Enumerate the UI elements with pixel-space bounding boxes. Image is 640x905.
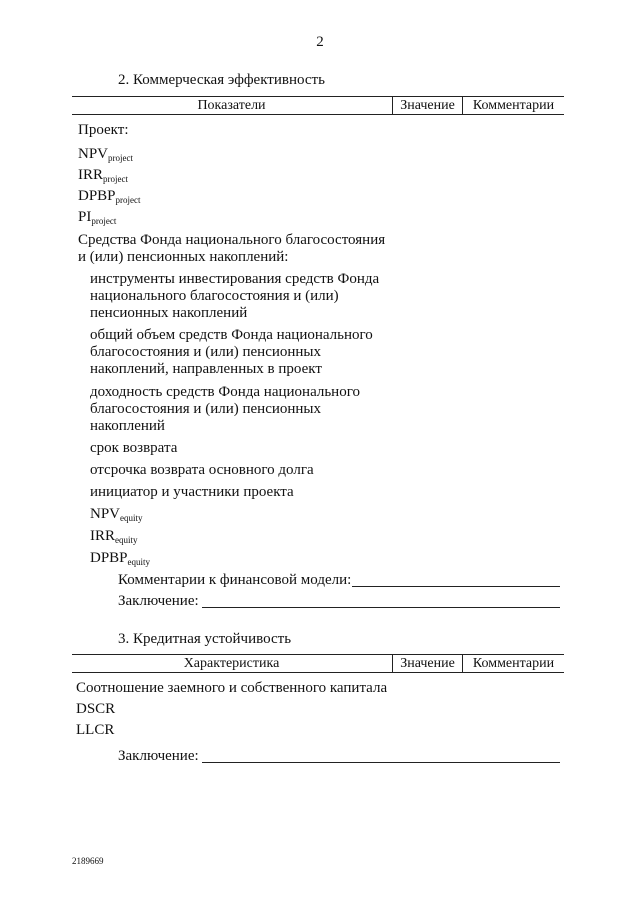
funds-item-instruments-l3: пенсионных накоплений xyxy=(90,305,248,321)
funds-item-volume-l2: благосостояния и (или) пенсионных xyxy=(90,344,322,360)
metric-irr-equity xyxy=(90,528,138,549)
metric-pi-project xyxy=(78,209,116,230)
metric-sub: equity xyxy=(115,535,138,545)
metric-dpbp-equity xyxy=(90,550,150,571)
column-characteristic: Характеристика xyxy=(183,656,280,671)
section-credit-heading: 3. Кредитная устойчивость xyxy=(118,631,292,647)
funds-item-yield-l2: благосостояния и (или) пенсионных xyxy=(90,401,322,417)
funds-item-return-term: срок возврата xyxy=(90,440,178,456)
metric-sub: project xyxy=(103,174,129,184)
credit-row-debt-equity: Соотношение заемного и собственного капитала xyxy=(76,680,388,696)
credit-row-dscr: DSCR xyxy=(76,701,116,717)
metric-base: IRR xyxy=(90,528,116,544)
project-label: Проект: xyxy=(78,122,129,138)
metric-dpbp-project xyxy=(78,188,141,209)
metric-sub: project xyxy=(115,195,141,205)
column-value: Значение xyxy=(392,97,462,114)
funds-item-yield-l3: накоплений xyxy=(90,418,165,434)
metric-sub: project xyxy=(108,153,134,163)
section-commercial-heading: 2. Коммерческая эффективность xyxy=(118,72,325,88)
financial-model-comments-line[interactable] xyxy=(352,586,560,587)
metric-base: PI xyxy=(78,209,92,225)
funds-item-initiator: инициатор и участники проекта xyxy=(90,484,294,500)
page-number: 2 xyxy=(316,34,324,50)
funds-intro-line1: Средства Фонда национального благосостояния xyxy=(78,232,386,248)
column-indicators: Показатели xyxy=(197,98,266,113)
metric-sub: equity xyxy=(120,513,143,523)
metric-npv-equity xyxy=(90,506,143,527)
metric-base: NPV xyxy=(78,146,109,162)
funds-item-instruments-l1: инструменты инвестирования средств Фонда xyxy=(90,271,380,287)
commercial-table-header xyxy=(72,96,564,115)
metric-sub: equity xyxy=(127,557,151,567)
column-value: Значение xyxy=(392,655,462,672)
document-code: 2189669 xyxy=(72,856,104,866)
metric-sub: project xyxy=(91,216,117,226)
credit-row-llcr: LLCR xyxy=(76,722,115,738)
credit-conclusion-line[interactable] xyxy=(202,762,560,763)
financial-model-comments-label: Комментарии к финансовой модели: xyxy=(118,572,352,588)
funds-item-volume-l1: общий объем средств Фонда национального xyxy=(90,327,373,343)
metric-base: DPBP xyxy=(90,550,128,566)
funds-item-yield-l1: доходность средств Фонда национального xyxy=(90,384,360,400)
conclusion-line[interactable] xyxy=(202,607,560,608)
metric-base: DPBP xyxy=(78,188,116,204)
column-comments: Комментарии xyxy=(462,97,564,114)
credit-table-header xyxy=(72,654,564,673)
metric-base: IRR xyxy=(78,167,104,183)
credit-conclusion-label: Заключение: xyxy=(118,748,199,764)
funds-intro-line2: и (или) пенсионных накоплений: xyxy=(78,249,289,265)
funds-item-deferral: отсрочка возврата основного долга xyxy=(90,462,314,478)
metric-irr-project xyxy=(78,167,128,188)
funds-item-volume-l3: накоплений, направленных в проект xyxy=(90,361,322,377)
metric-npv-project xyxy=(78,146,133,167)
metric-base: NPV xyxy=(90,506,121,522)
conclusion-label: Заключение: xyxy=(118,593,199,609)
funds-item-instruments-l2: национального благосостояния и (или) xyxy=(90,288,339,304)
column-comments: Комментарии xyxy=(462,655,564,672)
